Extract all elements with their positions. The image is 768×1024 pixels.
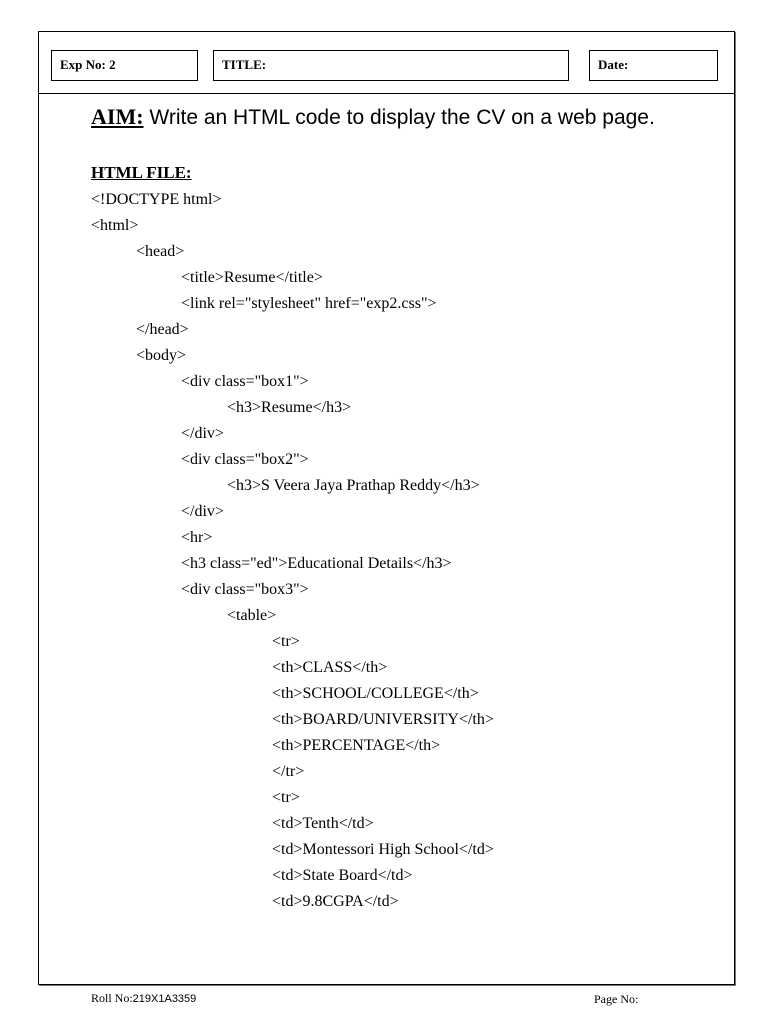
date-box: Date: — [589, 50, 718, 81]
code-line: <tr> — [272, 633, 300, 650]
exp-no-box: Exp No: 2 — [51, 50, 198, 81]
code-line: <h3>S Veera Jaya Prathap Reddy</h3> — [227, 477, 480, 494]
code-line: <td>Tenth</td> — [272, 815, 374, 832]
code-line: <tr> — [272, 789, 300, 806]
code-line: <title>Resume</title> — [181, 269, 323, 286]
roll-value: 219X1A3359 — [132, 993, 197, 1005]
code-line: <th>SCHOOL/COLLEGE</th> — [272, 685, 479, 702]
code-line: <td>Montessori High School</td> — [272, 841, 494, 858]
code-line: <td>9.8CGPA</td> — [272, 893, 399, 910]
title-box: TITLE: — [213, 50, 569, 81]
code-line: <th>PERCENTAGE</th> — [272, 737, 441, 754]
code-line: <hr> — [181, 529, 213, 546]
code-line: </div> — [181, 503, 224, 520]
code-line: <head> — [136, 243, 185, 260]
code-line: </tr> — [272, 763, 305, 780]
roll-label: Roll No: — [91, 991, 133, 1005]
code-line: </head> — [136, 321, 189, 338]
code-line: <div class="box2"> — [181, 451, 309, 468]
code-line: <th>BOARD/UNIVERSITY</th> — [272, 711, 494, 728]
code-line: <div class="box1"> — [181, 373, 309, 390]
code-listing — [91, 187, 711, 915]
code-line: <th>CLASS</th> — [272, 659, 388, 676]
aim-statement — [91, 104, 655, 130]
code-line: <h3>Resume</h3> — [227, 399, 352, 416]
code-line: <div class="box3"> — [181, 581, 309, 598]
aim-text: Write an HTML code to display the CV on a web page. — [143, 106, 655, 129]
code-line: <table> — [227, 607, 277, 624]
code-line: <h3 class="ed">Educational Details</h3> — [181, 555, 452, 572]
code-line: <html> — [91, 217, 139, 234]
code-line: <td>State Board</td> — [272, 867, 413, 884]
header-row — [39, 32, 734, 94]
section-title: HTML FILE: — [91, 163, 192, 182]
footer-page-no: Page No: — [594, 992, 639, 1006]
code-line: <body> — [136, 347, 187, 364]
code-line: <link rel="stylesheet" href="exp2.css"> — [181, 295, 437, 312]
code-line: </div> — [181, 425, 224, 442]
code-line: <!DOCTYPE html> — [91, 191, 222, 208]
footer-roll-no — [91, 991, 196, 1006]
aim-label: AIM: — [91, 104, 144, 129]
